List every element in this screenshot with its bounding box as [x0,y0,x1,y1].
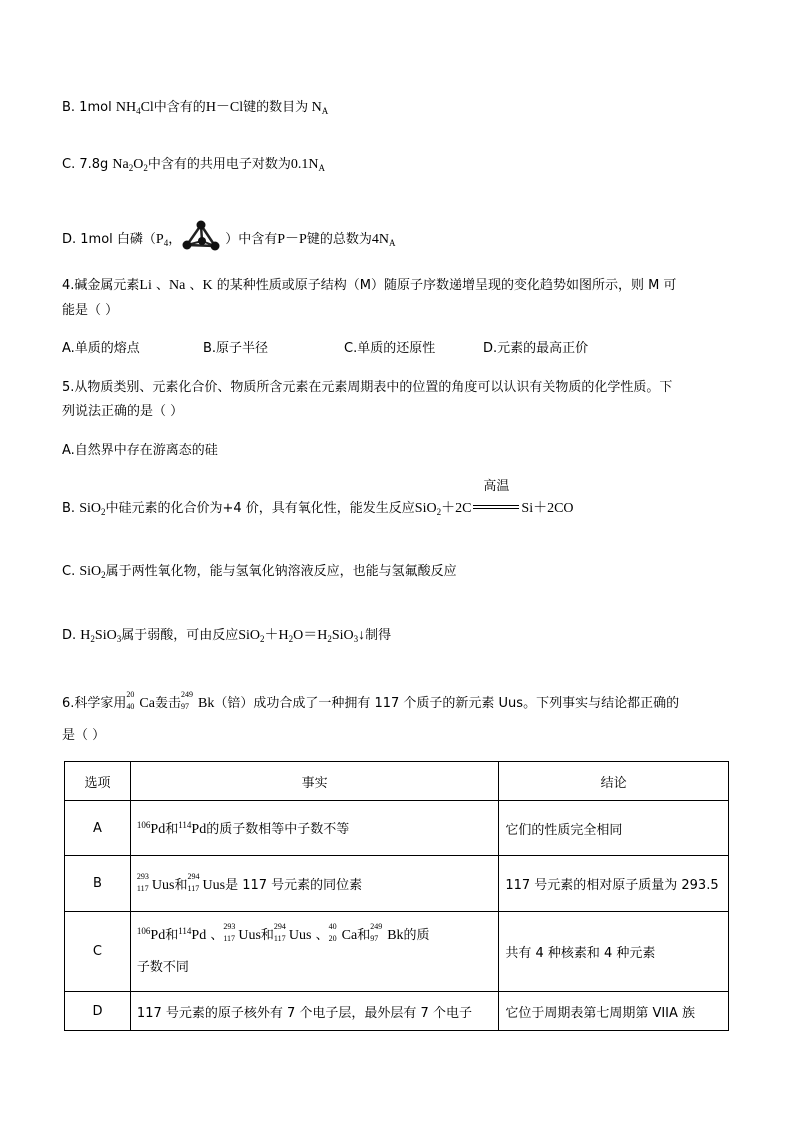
q5-option-b: B. SiO$_2$中硅元素的化合价为+4 价，具有氧化性，能发生反应SiO$_2$＋2C 高温 Si＋2CO [62,479,574,517]
reaction-d: $SiO_2+H_2O=H_2SiO_3↓$ [238,628,366,644]
row-c-conclusion: 共有 4 种核素和 4 种元素 [499,912,729,992]
formula-sio2-c: SiO$_2$ [79,564,106,580]
row-d-conclusion: 它位于周期表第七周期第 VIIA 族 [499,992,729,1031]
header-conclusion: 结论 [499,762,729,801]
option-d-close: ）中含有 [225,232,278,247]
q6-stem-line2: 是（ ） [62,728,106,743]
formula-na2o2: $Na_2O_2$ [112,157,148,173]
table-row-d [65,992,729,1031]
table-row-b [65,856,729,912]
q5-option-c: C. SiO$_2$属于两性氧化物，能与氢氧化钠溶液反应，也能与氢氟酸反应 [62,564,457,580]
comma: ， [168,232,182,247]
symbol-k: K [202,278,213,293]
q3-option-c [62,155,325,175]
option-d-text: 键的总数为 [306,232,372,247]
option-d-value: $4N_A$ [371,232,396,248]
q3-option-d [62,219,395,253]
q3-option-b [62,98,328,118]
reaction-products: Si＋2CO [521,501,574,516]
q4-option-d: D.元素的最高正价 [483,341,589,356]
row-d-option: D [65,992,131,1031]
q5-option-a: A.自然界中存在游离态的硅 [62,443,218,458]
row-b-fact: 293 117 Uus和 294 117 Uus是 117 号元素的同位素 [130,856,498,912]
symbol-li: Li [139,278,152,293]
row-b-option: B [65,856,131,912]
q5-stem-line1: 5.从物质类别、元素化合价、物质所含元素在元素周期表中的位置的角度可以认识有关物质的化学性质。下 [62,380,673,395]
option-c-text: 中含有的共用电子对数为 [147,157,291,172]
row-c-fact: $^{106}$Pd和$^{114}$Pd 、 293 117 Uus和 294 117 Uus 、 40 20 Ca和 249 97 Bk的质 子数不同 [130,912,498,992]
q6-stem-line1: 6.科学家用 20 40 Ca轰击 249 97 Bk（锫）成功合成了一种拥有 117 个质子的新元素 Uus。下列事实与结论都正确的 [62,690,680,711]
option-c-prefix: C. 7.8g [62,157,113,172]
row-b-conclusion: 117 号元素的相对原子质量为 293.5 [499,856,729,912]
formula-nh4cl: $NH_4Cl$ [115,100,154,116]
table-header-row [65,762,729,801]
q6-table [64,761,729,1031]
reaction-reactants: SiO$_2$＋2C [414,501,472,517]
header-option: 选项 [65,762,131,801]
isotope-bk: 249 97 [180,690,193,711]
row-c-option: C [65,912,131,992]
isotope-ca: 20 40 [126,690,135,711]
bond-h-cl: H－Cl [205,100,244,115]
row-a-conclusion: 它们的性质完全相同 [499,801,729,856]
table-row-c [65,912,729,992]
header-fact: 事实 [130,762,498,801]
option-c-value: $0.1N_A$ [290,157,325,173]
q5-stem-line2: 列说法正确的是（ ） [62,404,184,419]
option-d-prefix: D. 1mol 白磷（ [62,232,156,247]
symbol-na: Na [169,278,186,293]
bond-p-p: P－P [277,232,307,247]
formula-sio2: SiO$_2$ [79,501,106,517]
table-row-a [65,801,729,856]
formula-p4: $P_4$ [155,232,169,248]
q5-option-d: D. $H_2SiO_3$属于弱酸，可由反应$SiO_2+H_2O=H_2SiO_3↓$制得 [62,628,392,644]
option-b-text2: 键的数目为 [243,100,309,115]
avogadro-na: $N_A$ [311,100,329,116]
p4-tetrahedron-image [181,219,225,253]
row-a-fact: $^{106}$Pd和$^{114}$Pd的质子数相等中子数不等 [130,801,498,856]
option-b-text: 中含有的 [153,100,206,115]
row-a-option: A [65,801,131,856]
reaction-condition-arrow: 高温 [473,495,519,515]
q4-option-b: B.原子半径 [203,341,269,356]
q4-option-a: A.单质的熔点 [62,341,140,356]
q4-option-c: C.单质的还原性 [344,341,436,356]
q4-stem-line1: 4.碱金属元素Li 、Na 、K 的某种性质或原子结构（M）随原子序数递增呈现的变化趋势如图所示，则 M 可 [62,278,677,293]
q4-stem-line2: 能是（ ） [62,303,119,318]
row-d-fact: 117 号元素的原子核外有 7 个电子层，最外层有 7 个电子 [130,992,498,1031]
formula-h2sio3: $H_2SiO_3$ [80,628,122,644]
option-b-prefix: B. 1mol [62,100,116,115]
